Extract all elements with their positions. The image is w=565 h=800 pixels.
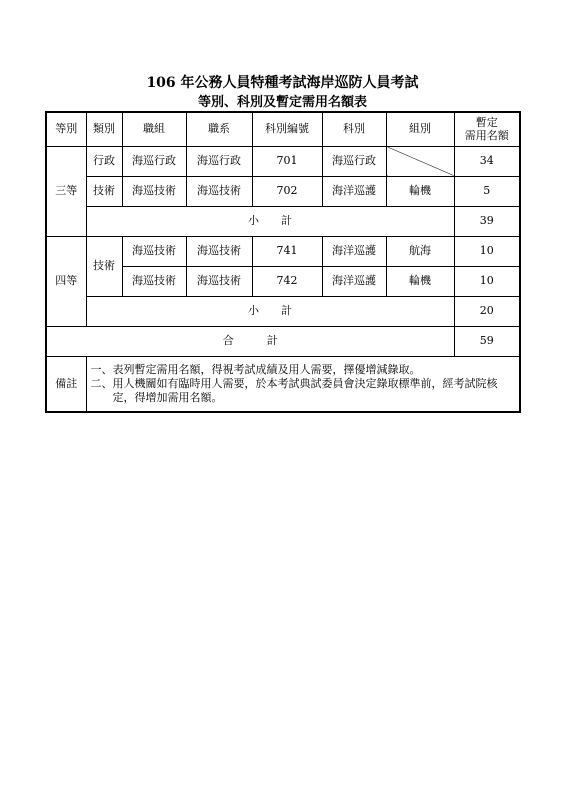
document-subtitle: 等別、科別及暫定需用名額表 (197, 95, 367, 110)
header-quota-line2: 需用名額 (464, 129, 509, 143)
header-quota (454, 112, 520, 146)
grade3-label: 三等 (46, 146, 86, 236)
grade4-subtotal-row (46, 296, 520, 326)
header-group-job: 職組 (122, 112, 186, 146)
cell-code: 742 (252, 266, 322, 296)
subtotal-label: 小 計 (86, 206, 454, 236)
table-row (46, 176, 520, 206)
cell-series: 海巡行政 (186, 146, 252, 176)
table-header-row (46, 112, 520, 146)
cell-code: 701 (252, 146, 322, 176)
header-series: 職系 (186, 112, 252, 146)
cell-group-job: 海巡技術 (122, 176, 186, 206)
cell-quota: 10 (454, 266, 520, 296)
cell-series: 海巡技術 (186, 176, 252, 206)
cell-group-job: 海巡技術 (122, 236, 186, 266)
notes-label: 備註 (46, 356, 86, 412)
table-row (46, 146, 520, 176)
cell-team-empty (386, 146, 454, 176)
cell-series: 海巡技術 (186, 266, 252, 296)
subtotal-value: 20 (454, 296, 520, 326)
cell-team: 輪機 (386, 176, 454, 206)
cell-code: 741 (252, 236, 322, 266)
cell-subject: 海洋巡護 (322, 236, 386, 266)
header-grade: 等別 (46, 112, 86, 146)
cell-group-job: 海巡行政 (122, 146, 186, 176)
cell-subject: 海洋巡護 (322, 176, 386, 206)
total-value: 59 (454, 326, 520, 356)
cell-quota: 5 (454, 176, 520, 206)
cell-series: 海巡技術 (186, 236, 252, 266)
notes-content (86, 356, 520, 412)
document-title: 106 年公務人員特種考試海岸巡防人員考試 (146, 75, 419, 91)
cell-code: 702 (252, 176, 322, 206)
note-item (91, 377, 516, 405)
note-text: 表列暫定需用名額，得視考試成績及用人需要，擇優增減錄取。 (112, 363, 421, 377)
cell-group-job: 海巡技術 (122, 266, 186, 296)
note-number: 二、 (90, 376, 113, 390)
total-label: 合 計 (46, 326, 454, 356)
subtotal-label: 小 計 (86, 296, 454, 326)
notes-row (46, 356, 520, 412)
quota-table (45, 111, 521, 413)
total-row (46, 326, 520, 356)
note-text: 用人機關如有臨時用人需要，於本考試典試委員會決定錄取標準前，經考試院核定，得增加需用名額。 (112, 376, 498, 404)
note-number: 一、 (90, 363, 113, 377)
note-item (91, 363, 516, 377)
header-quota-line1: 暫定 (475, 115, 498, 129)
cell-subject: 海巡行政 (322, 146, 386, 176)
grade3-subtotal-row (46, 206, 520, 236)
cell-team: 航海 (386, 236, 454, 266)
grade4-label: 四等 (46, 236, 86, 326)
cell-quota: 34 (454, 146, 520, 176)
header-category: 類別 (86, 112, 122, 146)
cell-quota: 10 (454, 236, 520, 266)
header-code: 科別編號 (252, 112, 322, 146)
header-subject: 科別 (322, 112, 386, 146)
grade4-category: 技術 (86, 236, 122, 296)
header-team: 組別 (386, 112, 454, 146)
subtotal-value: 39 (454, 206, 520, 236)
table-row (46, 236, 520, 266)
cell-category: 技術 (86, 176, 122, 206)
cell-subject: 海洋巡護 (322, 266, 386, 296)
cell-team: 輪機 (386, 266, 454, 296)
cell-category: 行政 (86, 146, 122, 176)
